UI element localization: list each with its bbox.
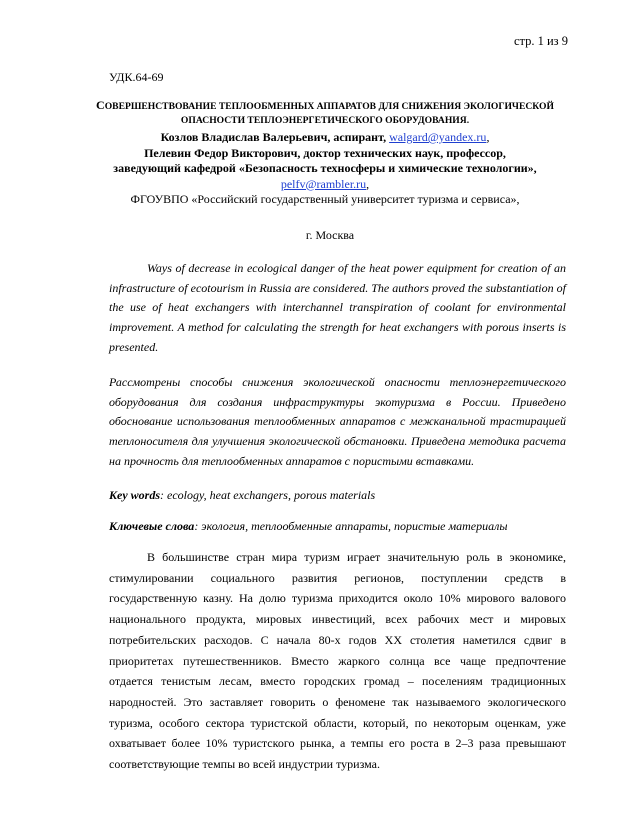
body-paragraph: В большинстве стран мира туризм играет значительную роль в экономике, стимулировании социального развития регионов, поступлении средств в государственную казну. На долю туризма приходится около 10% мирового валового национального продукта, мировых инвестиций, всех рабочих мест и мировых потребительских расходов. С начала 80-х годов XX столетия наметился сдвиг в приоритетах путешественников. Вместо жаркого солнца все чаще предпочтение отдается тенистым лесам, вместо городских громад – поселениям традиционных народностей. Это заставляет говорить о феномене так называемого экологического туризма, особого сектора туристской области, который, по некоторым оценкам, уже охватывает более 10% туристского рынка, а темпы его роста в 2–3 раза превышают соответствующие темпы во всей индустрии туризма. (109, 550, 566, 772)
author-2-email-link[interactable]: pelfv@rambler.ru (280, 176, 367, 191)
keywords-russian-label: Ключевые слова (109, 519, 195, 533)
author-2-name: Пелевин Федор Викторович, доктор технических наук, профессор, (144, 145, 506, 160)
affiliation: ФГОУВПО «Российский государственный университет туризма и сервиса», (130, 192, 520, 206)
author-2-position: заведующий кафедрой «Безопасность техносферы и химические технологии», (113, 161, 537, 175)
author-2-comma: , (366, 176, 370, 191)
author-1-email-link[interactable]: walgard@yandex.ru (389, 130, 487, 144)
title-line-1 (90, 98, 560, 114)
page-number: стр. 1 из 9 (513, 34, 568, 48)
author-2-email-line (80, 177, 570, 193)
city: г. Москва (305, 228, 355, 242)
keywords-russian-text: : экология, теплообменные аппараты, пористые материалы (194, 519, 508, 533)
title-line-2: ОПАСНОСТИ ТЕПЛОЭНЕРГЕТИЧЕСКОГО ОБОРУДОВАНИЯ. (180, 115, 470, 126)
keywords-english-text: : ecology, heat exchangers, porous materials (160, 488, 376, 502)
keywords-english (109, 488, 375, 503)
author-1-line (80, 130, 570, 146)
keywords-english-label: Key words (109, 488, 160, 502)
article-title (90, 98, 560, 128)
title-initial-cap: С (96, 98, 105, 112)
author-1: Козлов Владислав Валерьевич, аспирант, (160, 130, 387, 144)
author-block (80, 130, 570, 208)
author-2-line-1 (80, 146, 570, 162)
author-1-comma: , (486, 130, 490, 144)
abstract-russian: Рассмотрены способы снижения экологической опасности теплоэнергетического оборудования для создания инфраструктуры экотуризма в России. Приведено обоснование использования теплообменных аппаратов с межканальной трастирацией теплоносителя для улучшения экологической обстановки. Приведена методика расчета на прочность для теплообменных аппаратов с пористыми вставками. (109, 375, 566, 468)
author-2-line-2 (80, 161, 570, 177)
keywords-russian (109, 519, 507, 534)
udk-code: УДК.64-69 (109, 70, 164, 84)
abstract-english: Ways of decrease in ecological danger of the heat power equipment for creation of an infrastructure of ecotourism in Russia are considered. The authors proved the substantiation of the use of heat exchangers with interchannel transpiration of coolant for environmental improvement. A method for calculating the strength for heat exchangers with porous inserts is presented. (109, 261, 566, 354)
title-line-1-rest: ОВЕРШЕНСТВОВАНИЕ ТЕПЛООБМЕННЫХ АППАРАТОВ ДЛЯ СНИЖЕНИЯ ЭКОЛОГИЧЕСКОЙ (104, 101, 554, 112)
